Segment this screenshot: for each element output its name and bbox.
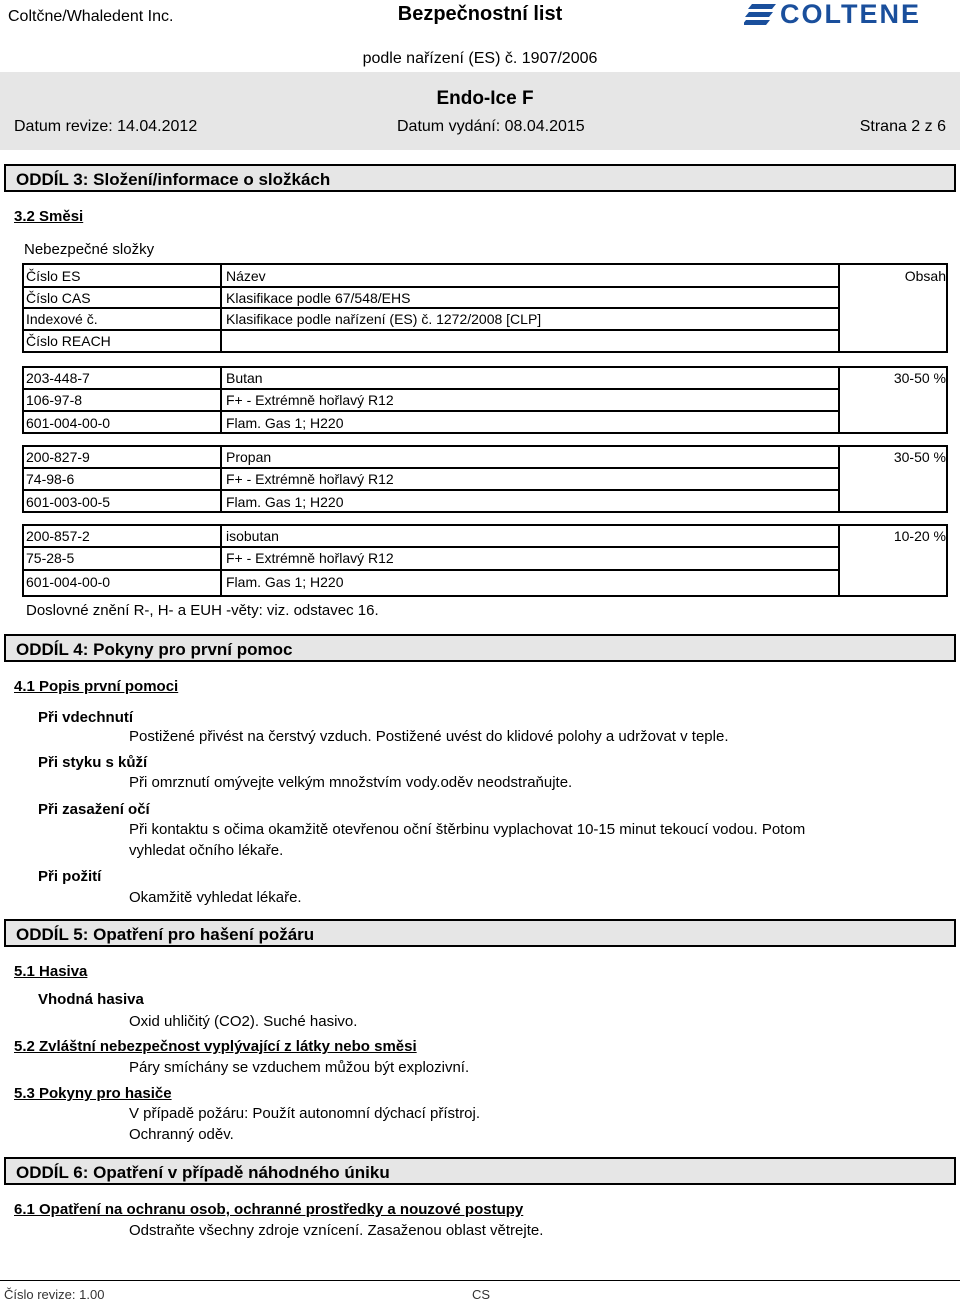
classification-clp: Flam. Gas 1; H220 — [226, 494, 344, 510]
content-range: 10-20 % — [893, 528, 946, 544]
classification-eu: F+ - Extrémně hořlavý R12 — [226, 550, 394, 566]
eye-contact-label: Při zasažení očí — [38, 801, 150, 818]
col-content: Obsah — [904, 268, 946, 284]
coltene-logo-icon — [744, 4, 776, 26]
revision-number: Číslo revize: 1.00 — [4, 1287, 105, 1302]
section-3-heading — [4, 164, 956, 192]
eye-contact-text-2: vyhledat očního lékaře. — [129, 842, 284, 859]
section-5-3-heading: 5.3 Pokyny pro hasiče — [14, 1085, 172, 1102]
inhalation-text: Postižené přivést na čerstvý vzduch. Postižené uvést do klidové polohy a udržovat v teple. — [129, 728, 729, 745]
table-border — [22, 263, 948, 265]
content-range: 30-50 % — [893, 370, 946, 386]
footer-divider — [0, 1280, 960, 1281]
product-name: Endo-Ice F — [436, 88, 534, 109]
issue-date: Datum vydání: 08.04.2015 — [397, 118, 585, 135]
substance-name: Butan — [226, 370, 263, 386]
suitable-extinguishers-text: Oxid uhličitý (CO2). Suché hasivo. — [129, 1013, 358, 1030]
table-border — [22, 286, 840, 288]
section-6-heading — [4, 1157, 956, 1185]
es-number: 200-827-9 — [26, 449, 90, 465]
classification-clp: Flam. Gas 1; H220 — [226, 574, 344, 590]
section-6-title: ODDÍL 6: Opatření v případě náhodného úniku — [16, 1163, 390, 1182]
cas-number: 74-98-6 — [26, 471, 75, 487]
language-code: CS — [472, 1287, 491, 1302]
hazardous-components-label: Nebezpečné složky — [24, 241, 155, 258]
section-5-title: ODDÍL 5: Opatření pro hašení požáru — [16, 925, 315, 944]
table-border — [946, 263, 948, 353]
section-4-1-heading: 4.1 Popis první pomoci — [14, 678, 179, 695]
section-6-1-text: Odstraňte všechny zdroje vznícení. Zasaženou oblast větrejte. — [129, 1222, 544, 1239]
classification-eu: F+ - Extrémně hořlavý R12 — [226, 471, 394, 487]
col-class-clp: Klasifikace podle nařízení (ES) č. 1272/2008 [CLP] — [226, 311, 542, 327]
col-name: Název — [226, 268, 266, 284]
eye-contact-text-1: Při kontaktu s očima okamžitě otevřenou oční štěrbinu vyplachovat 10-15 minut tekoucí vodou. Potom — [129, 821, 806, 838]
section-3-2-heading: 3.2 Směsi — [14, 208, 84, 225]
page-number: Strana 2 z 6 — [859, 118, 946, 135]
document-title: Bezpečnostní list — [397, 3, 563, 25]
section-6-1-heading: 6.1 Opatření na ochranu osob, ochranné prostředky a nouzové postupy — [14, 1201, 524, 1218]
cas-number: 106-97-8 — [26, 392, 83, 408]
suitable-extinguishers-label: Vhodná hasiva — [38, 991, 144, 1008]
ingestion-label: Při požití — [38, 868, 102, 885]
section-5-2-heading: 5.2 Zvláštní nebezpečnost vyplývající z látky nebo směsi — [14, 1038, 417, 1055]
section-5-3-text-1: V případě požáru: Použít autonomní dýchací přístroj. — [129, 1105, 481, 1122]
section-5-1-heading: 5.1 Hasiva — [14, 963, 88, 980]
inhalation-label: Při vdechnutí — [38, 709, 134, 726]
skin-contact-label: Při styku s kůží — [38, 754, 148, 771]
revision-date: Datum revize: 14.04.2012 — [14, 118, 198, 135]
section-5-3-text-2: Ochranný oděv. — [129, 1126, 234, 1143]
table-border — [22, 307, 840, 309]
company-name: Coltčne/Whaledent Inc. — [8, 8, 174, 25]
index-number: 601-004-00-0 — [26, 574, 111, 590]
brand-logo: COLTENE — [780, 0, 921, 29]
col-index: Indexové č. — [26, 311, 98, 327]
col-reach: Číslo REACH — [26, 333, 111, 349]
es-number: 200-857-2 — [26, 528, 90, 544]
col-class-eu: Klasifikace podle 67/548/EHS — [226, 290, 411, 306]
section-4-heading — [4, 634, 956, 662]
ingestion-text: Okamžitě vyhledat lékaře. — [129, 889, 302, 906]
es-number: 203-448-7 — [26, 370, 90, 386]
section-5-heading — [4, 919, 956, 947]
classification-clp: Flam. Gas 1; H220 — [226, 415, 344, 431]
substance-name: isobutan — [226, 528, 279, 544]
index-number: 601-004-00-0 — [26, 415, 111, 431]
regulation: podle nařízení (ES) č. 1907/2006 — [362, 50, 598, 67]
section-3-title: ODDÍL 3: Složení/informace o složkách — [16, 170, 331, 189]
r-h-phrases-note: Doslovné znění R-, H- a EUH -věty: viz. odstavec 16. — [26, 602, 379, 619]
header-band — [0, 72, 960, 150]
section-4-title: ODDÍL 4: Pokyny pro první pomoc — [16, 640, 293, 659]
cas-number: 75-28-5 — [26, 550, 75, 566]
index-number: 601-003-00-5 — [26, 494, 111, 510]
table-border — [22, 351, 948, 353]
col-es: Číslo ES — [26, 268, 81, 284]
col-cas: Číslo CAS — [26, 290, 91, 306]
content-range: 30-50 % — [893, 449, 946, 465]
classification-eu: F+ - Extrémně hořlavý R12 — [226, 392, 394, 408]
section-5-2-text: Páry smíchány se vzduchem můžou být explozivní. — [129, 1059, 470, 1076]
table-border — [22, 329, 840, 331]
skin-contact-text: Při omrznutí omývejte velkým množstvím vody.oděv neodstraňujte. — [129, 774, 573, 791]
substance-name: Propan — [226, 449, 272, 465]
